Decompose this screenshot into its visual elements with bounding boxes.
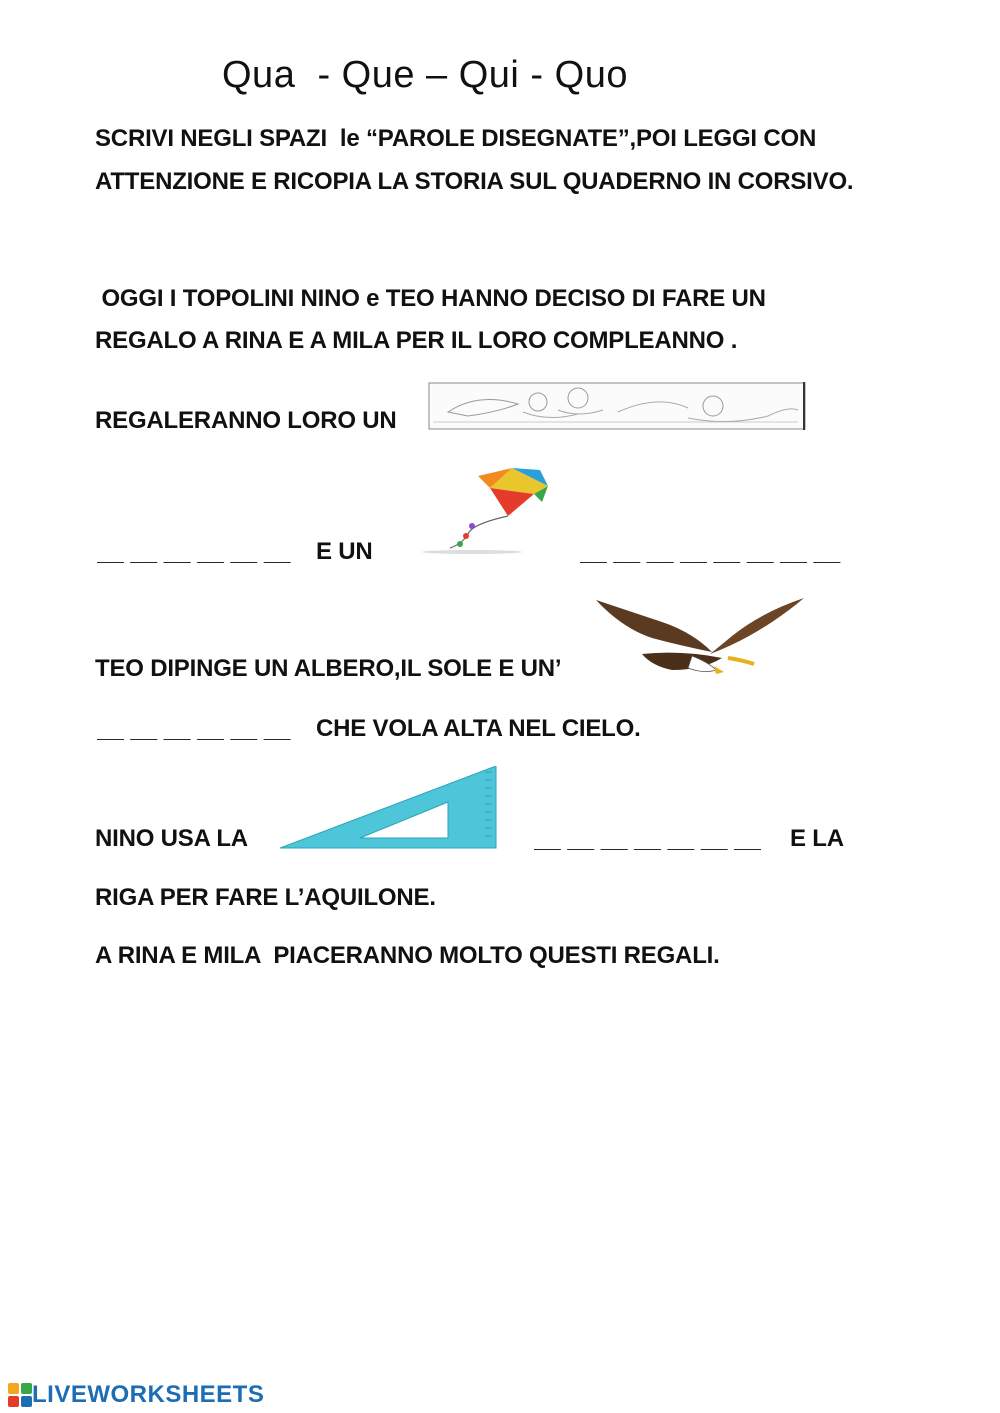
liveworksheets-logo	[8, 1380, 264, 1410]
finale-text: A RINA E MILA PIACERANNO MOLTO QUESTI REGALI.	[95, 942, 720, 969]
kite-icon	[412, 464, 572, 558]
story-line-2: REGALO A RINA E A MILA PER IL LORO COMPLEANNO .	[95, 327, 738, 354]
quadro-blank-input[interactable]	[95, 536, 317, 570]
angels-painting-icon	[428, 382, 806, 430]
aquilone-blank-input[interactable]	[578, 536, 882, 570]
regaleranno-text: REGALERANNO LORO UN	[95, 407, 397, 434]
eagle-icon	[592, 592, 807, 684]
e-la-text: E LA	[790, 825, 844, 852]
aquila-blank-input[interactable]	[95, 713, 317, 747]
instructions-line-2: ATTENZIONE E RICOPIA LA STORIA SUL QUADERNO IN CORSIVO.	[95, 168, 854, 195]
teo-dipinge-text: TEO DIPINGE UN ALBERO,IL SOLE E UN’	[95, 655, 562, 682]
riga-text: RIGA PER FARE L’AQUILONE.	[95, 884, 436, 911]
nino-usa-text: NINO USA LA	[95, 825, 248, 852]
story-line-1: OGGI I TOPOLINI NINO e TEO HANNO DECISO DI FARE UN	[95, 285, 766, 312]
e-un-text: E UN	[316, 538, 373, 565]
set-square-icon	[280, 766, 500, 850]
liveworksheets-logo-icon	[8, 1383, 32, 1407]
squadra-blank-input[interactable]	[532, 823, 792, 857]
che-vola-text: CHE VOLA ALTA NEL CIELO.	[316, 715, 641, 742]
page-title: Qua - Que – Qui - Quo	[222, 54, 628, 96]
instructions-line-1: SCRIVI NEGLI SPAZI le “PAROLE DISEGNATE”,POI LEGGI CON	[95, 125, 817, 152]
liveworksheets-logo-text: LIVEWORKSHEETS	[32, 1381, 265, 1408]
